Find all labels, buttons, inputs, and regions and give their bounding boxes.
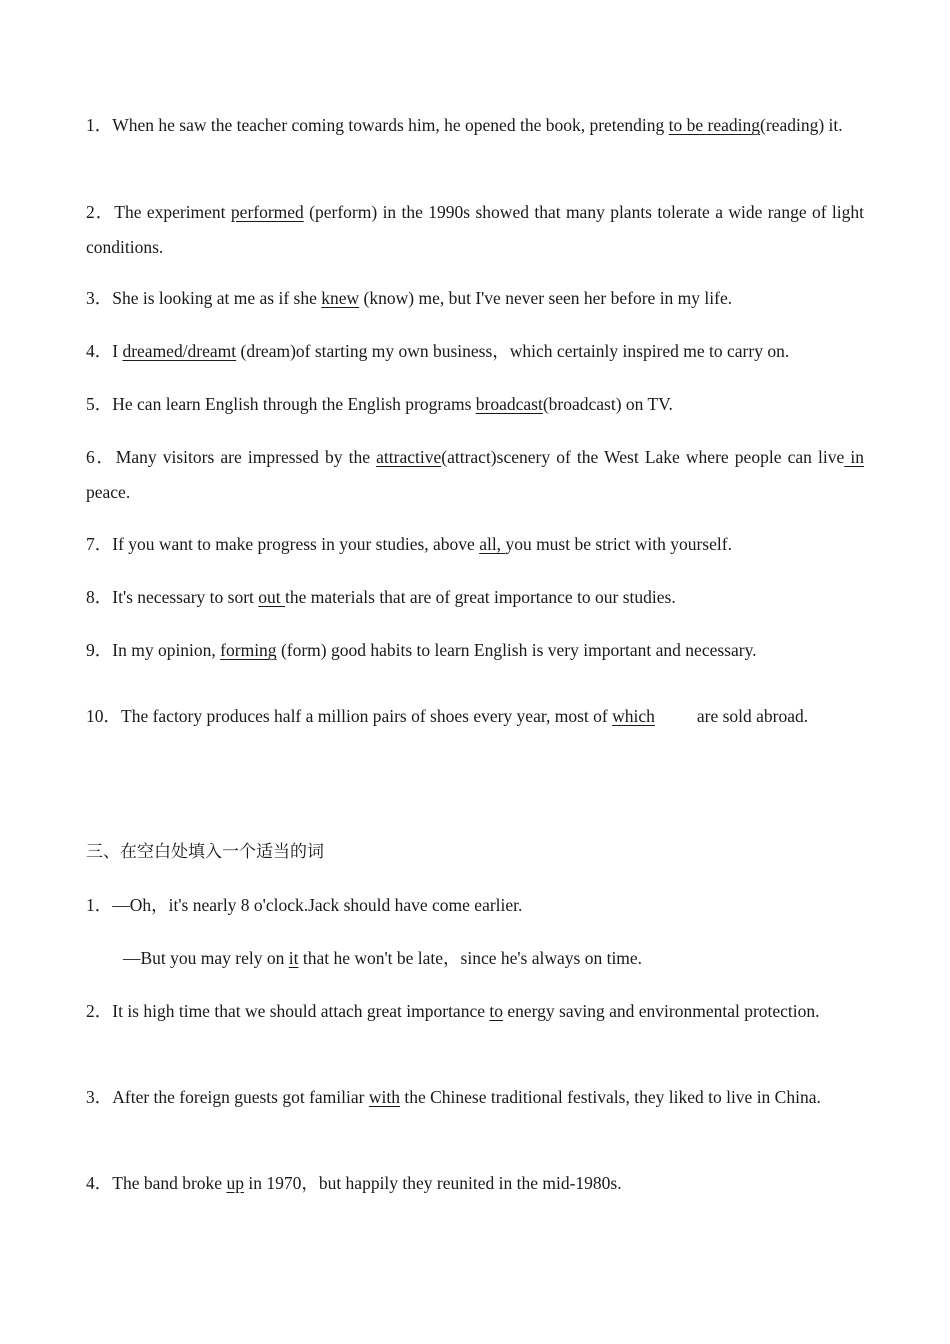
question-text: (form) good habits to learn English is very important and necessary.	[276, 640, 757, 660]
question-number: 4．	[86, 341, 113, 361]
question-text: After the foreign guests got familiar	[112, 1087, 369, 1107]
question-text: Many visitors are impressed by the	[115, 447, 377, 467]
answer: broadcast	[475, 394, 543, 414]
question-number: 2．	[86, 202, 115, 222]
answer: to	[489, 1001, 503, 1021]
question-number: 9．	[86, 640, 113, 660]
answer: dreamed/dreamt	[122, 341, 237, 361]
fill-question-4	[86, 1166, 864, 1201]
fill-question-1	[86, 888, 864, 923]
question-text: The factory produces half a million pairs of shoes every year, most of	[121, 706, 613, 726]
question-text: the materials that are of great importance to our studies.	[285, 587, 676, 607]
answer: attractive	[376, 447, 442, 467]
question-text: (dream)of starting my own business，which certainly inspired me to carry on.	[236, 341, 790, 361]
answer: up	[226, 1173, 244, 1193]
question-10	[86, 699, 864, 734]
question-text: The experiment	[114, 202, 231, 222]
answer: it	[288, 948, 299, 968]
section-heading: 三、在空白处填入一个适当的词	[86, 842, 324, 862]
question-text: In my opinion,	[112, 640, 221, 660]
question-number: 8．	[86, 587, 113, 607]
question-number: 3．	[86, 288, 113, 308]
question-2	[86, 195, 864, 265]
question-text: (attract)scenery of the West Lake where people can live	[441, 447, 845, 467]
answer: all,	[479, 534, 506, 554]
answer: which	[612, 706, 655, 726]
answer: out	[258, 587, 286, 607]
question-6	[86, 440, 864, 510]
question-4	[86, 334, 864, 369]
question-text: (perform) in the 1990s showed that many plants tolerate a wide range of light conditions.	[86, 202, 864, 257]
question-text: the Chinese traditional festivals, they liked to live in China.	[399, 1087, 821, 1107]
question-3	[86, 281, 864, 316]
fill-question-1-reply	[123, 941, 901, 976]
question-5	[86, 387, 864, 422]
fill-question-3	[86, 1080, 864, 1115]
answer: forming	[220, 640, 277, 660]
question-text: He can learn English through the English programs	[112, 394, 476, 414]
question-text: energy saving and environmental protection.	[503, 1001, 820, 1021]
question-text: (reading) it.	[760, 115, 843, 135]
question-text: When he saw the teacher coming towards him, he opened the book, pretending	[112, 115, 669, 135]
question-text: I	[112, 341, 123, 361]
question-number: 1．	[86, 895, 113, 915]
question-number: 10．	[86, 706, 121, 726]
question-number: 3．	[86, 1087, 113, 1107]
answer: to be reading	[668, 115, 761, 135]
question-text: It's necessary to sort	[112, 587, 259, 607]
question-text: —But you may rely on	[123, 948, 289, 968]
question-text: (know) me, but I've never seen her before in my life.	[359, 288, 733, 308]
question-7	[86, 527, 864, 562]
question-number: 5．	[86, 394, 113, 414]
question-text: are sold abroad.	[696, 706, 809, 726]
question-text: If you want to make progress in your studies, above	[112, 534, 480, 554]
question-1	[86, 108, 864, 143]
question-text: that he won't be late，since he's always on time.	[298, 948, 643, 968]
question-number: 6．	[86, 447, 116, 467]
question-text: She is looking at me as if she	[112, 288, 322, 308]
question-number: 2．	[86, 1001, 113, 1021]
question-number: 1．	[86, 115, 113, 135]
question-text: —Oh，it's nearly 8 o'clock.Jack should have come earlier.	[112, 895, 523, 915]
question-text: peace.	[86, 482, 131, 502]
question-text: It is high time that we should attach great importance	[112, 1001, 490, 1021]
question-text: The band broke	[112, 1173, 227, 1193]
question-text: in 1970，but happily they reunited in the mid-1980s.	[243, 1173, 622, 1193]
answer: knew	[321, 288, 360, 308]
question-number: 7．	[86, 534, 113, 554]
question-9	[86, 633, 864, 668]
question-text: you must be strict with yourself.	[505, 534, 732, 554]
question-text: (broadcast) on TV.	[542, 394, 673, 414]
question-8	[86, 580, 864, 615]
answer: in	[844, 447, 865, 467]
question-number: 4．	[86, 1173, 113, 1193]
fill-question-2	[86, 994, 864, 1029]
answer: performed	[230, 202, 304, 222]
answer: with	[368, 1087, 400, 1107]
